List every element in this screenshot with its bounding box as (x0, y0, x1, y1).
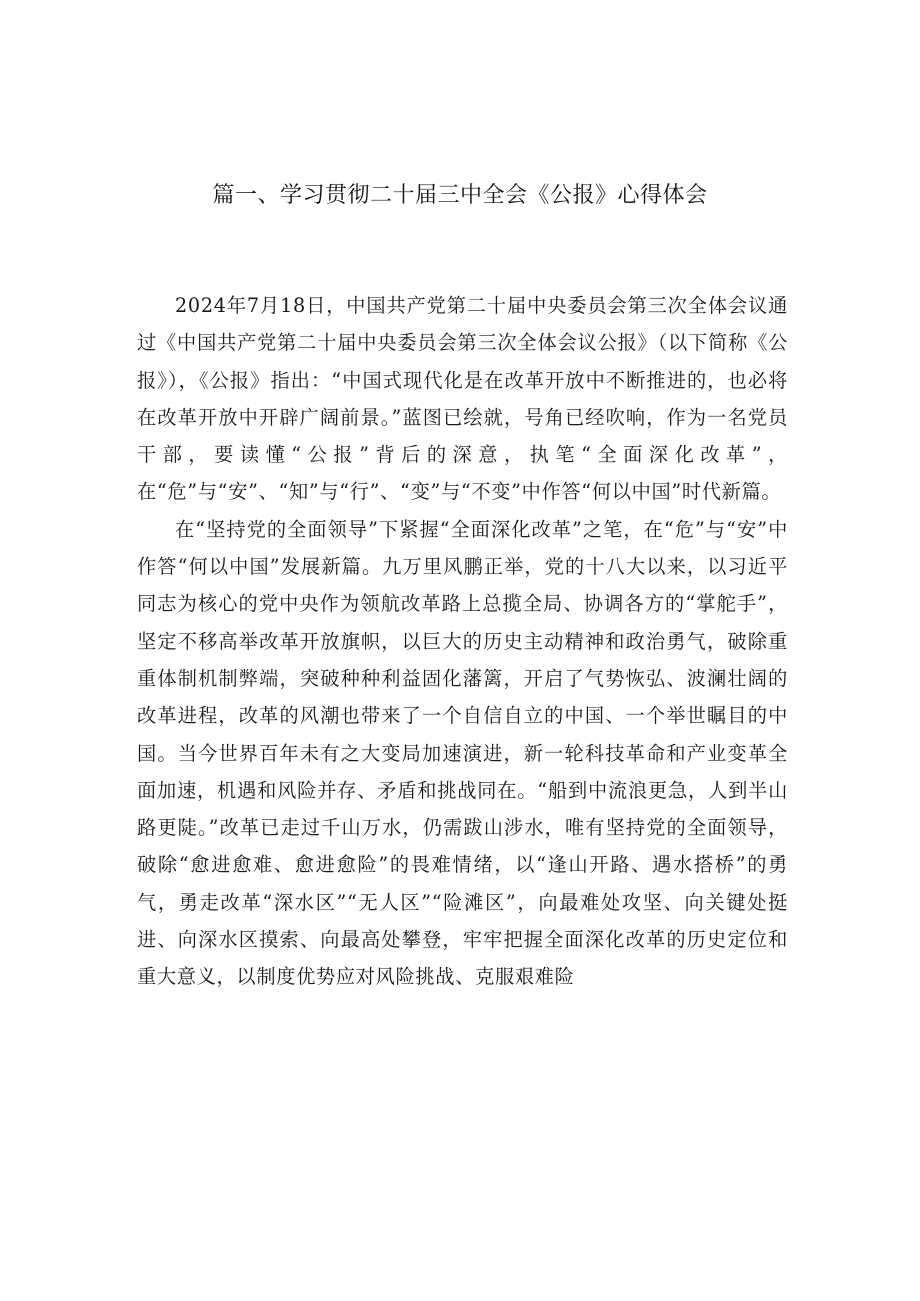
document-title: 篇一、学习贯彻二十届三中全会《公报》心得体会 (212, 183, 708, 208)
document-body (137, 287, 788, 996)
paragraph-2: 在“坚持党的全面领导”下紧握“全面深化改革”之笔，在“危”与“安”中作答“何以中国”发展新篇。九万里风鹏正举，党的十八大以来，以习近平同志为核心的党中央作为领航改革路上总揽全局、协调各方的“掌舵手”，坚定不移高举改革开放旗帜，以巨大的历史主动精神和政治勇气，破除重重体制机制弊端，突破种种利益固化藩篱，开启了气势恢弘、波澜壮阔的改革进程，改革的风潮也带来了一个自信自立的中国、一个举世瞩目的中国。当今世界百年未有之大变局加速演进，新一轮科技革命和产业变革全面加速，机遇和风险并存、矛盾和挑战同在。“船到中流浪更急，人到半山路更陡。”改革已走过千山万水，仍需跋山涉水，唯有坚持党的全面领导，破除“愈进愈难、愈进愈险”的畏难情绪，以“逢山开路、遇水搭桥”的勇气，勇走改革“深水区”“无人区”“险滩区”，向最难处攻坚、向关键处挺进、向深水区摸索、向最高处攀登，牢牢把握全面深化改革的历史定位和重大意义，以制度优势应对风险挑战、克服艰难险 (137, 517, 788, 989)
paragraph-1: 2024年7月18日，中国共产党第二十届中央委员会第三次全体会议通过《中国共产党第二十届中央委员会第三次全体会议公报》（以下简称《公报》），《公报》指出：“中国式现代化是在改革开放中不断推进的，也必将在改革开放中开辟广阔前景。”蓝图已绘就，号角已经吹响，作为一名党员干部，要读懂“公报”背后的深意，执笔“全面深化改革”，在“危”与“安”、“知”与“行”、“变”与“不变”中作答“何以中国”时代新篇。 (137, 294, 788, 504)
